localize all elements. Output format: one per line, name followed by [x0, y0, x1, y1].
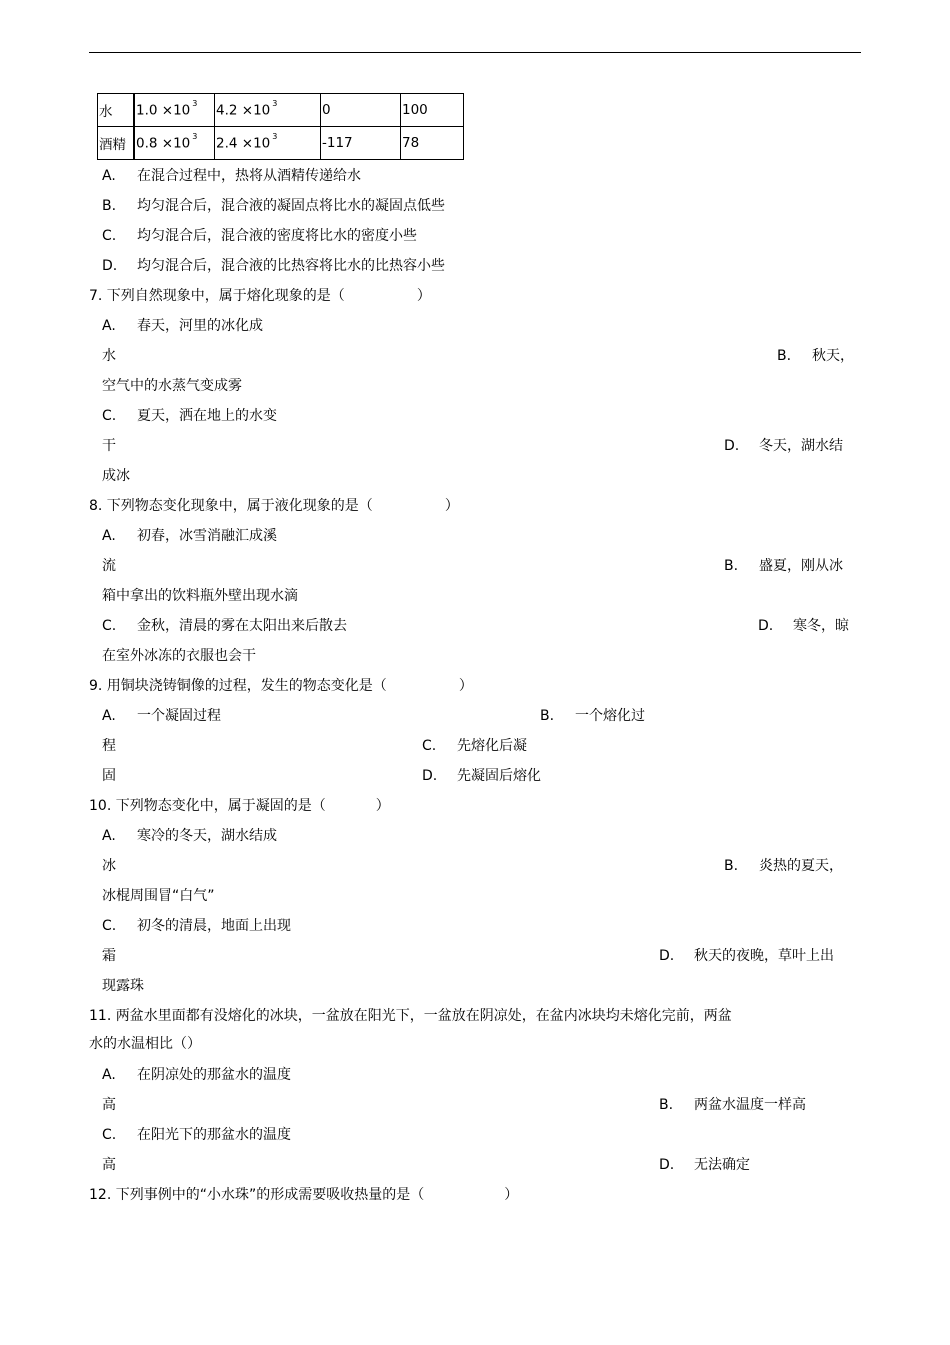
q11-option-c: C. 在阳光下的那盆水的温度	[102, 1127, 291, 1143]
q10-option-d: D. 秋天的夜晚，草叶上出	[659, 948, 834, 964]
q10-option-a: A. 寒冷的冬天，湖水结成	[102, 828, 277, 844]
q10-stem: 10. 下列物态变化中，属于凝固的是（ ）	[89, 798, 390, 814]
table-cell: 2.4 ×10 $^3$	[215, 127, 321, 160]
q8-stem: 8. 下列物态变化现象中，属于液化现象的是（ ）	[89, 498, 459, 514]
q7-option-a-wrap: 水	[102, 348, 116, 364]
property-table	[97, 93, 464, 160]
q7-option-b-wrap: 空气中的水蒸气变成雾	[102, 378, 242, 394]
q8-option-c: C. 金秋，清晨的雾在太阳出来后散去	[102, 618, 347, 634]
q8-option-a-wrap: 流	[102, 558, 116, 574]
q10-option-b-wrap: 冰棍周围冒“白气”	[102, 888, 215, 904]
table-cell: 100	[401, 94, 464, 127]
table-cell: -117	[321, 127, 401, 160]
q11-stem: 11. 两盆水里面都有没熔化的冰块，一盆放在阳光下，一盆放在阴凉处，在盆内冰块均未熔化完前，两盆	[89, 1008, 732, 1024]
q9-option-b-wrap: 程	[102, 738, 116, 754]
q7-stem: 7. 下列自然现象中，属于熔化现象的是（ ）	[89, 288, 431, 304]
table-cell: 0	[321, 94, 401, 127]
q8-option-b: B. 盛夏，刚从冰	[724, 558, 843, 574]
q12-stem: 12. 下列事例中的“小水珠”的形成需要吸收热量的是（ ）	[89, 1187, 519, 1203]
q9-option-a: A. 一个凝固过程	[102, 708, 221, 724]
q11-option-d: D. 无法确定	[659, 1157, 750, 1173]
q6-option-a: A. 在混合过程中，热将从酒精传递给水	[102, 168, 361, 184]
q10-option-b: B. 炎热的夏天，	[724, 858, 843, 874]
q10-option-a-wrap: 冰	[102, 858, 116, 874]
q11-option-a: A. 在阴凉处的那盆水的温度	[102, 1067, 291, 1083]
q8-option-d: D. 寒冬，晾	[758, 618, 849, 634]
q11-option-b: B. 两盆水温度一样高	[659, 1097, 806, 1113]
q7-option-d-wrap: 成冰	[102, 468, 130, 484]
table-cell: 0.8 ×10 $^3$	[134, 127, 215, 160]
q7-option-b: B. 秋天，	[777, 348, 854, 364]
table-row	[98, 127, 464, 160]
q8-option-a: A. 初春，冰雪消融汇成溪	[102, 528, 277, 544]
q11-stem-cont: 水的水温相比（）	[89, 1036, 201, 1052]
q9-option-c-wrap: 固	[102, 768, 116, 784]
header-rule	[89, 52, 861, 53]
q6-option-c: C. 均匀混合后，混合液的密度将比水的密度小些	[102, 228, 417, 244]
q10-option-d-wrap: 现露珠	[102, 978, 144, 994]
table-cell: 4.2 ×10 $^3$	[215, 94, 321, 127]
q11-option-a-wrap: 高	[102, 1097, 116, 1113]
q9-option-d: D. 先凝固后熔化	[422, 768, 541, 784]
q8-option-b-wrap: 箱中拿出的饮料瓶外壁出现水滴	[102, 588, 298, 604]
q10-option-c: C. 初冬的清晨，地面上出现	[102, 918, 291, 934]
table-cell: 水	[98, 94, 135, 127]
q7-option-c: C. 夏天，洒在地上的水变	[102, 408, 277, 424]
q9-stem: 9. 用铜块浇铸铜像的过程，发生的物态变化是（ ）	[89, 678, 473, 694]
q8-option-d-wrap: 在室外冰冻的衣服也会干	[102, 648, 256, 664]
table-row	[98, 94, 464, 127]
table-cell: 酒精	[98, 127, 135, 160]
q9-option-b: B. 一个熔化过	[540, 708, 645, 724]
q6-option-d: D. 均匀混合后，混合液的比热容将比水的比热容小些	[102, 258, 445, 274]
q7-option-c-wrap: 干	[102, 438, 116, 454]
q7-option-a: A. 春天，河里的冰化成	[102, 318, 263, 334]
q6-option-b: B. 均匀混合后，混合液的凝固点将比水的凝固点低些	[102, 198, 445, 214]
q7-option-d: D. 冬天，湖水结	[724, 438, 843, 454]
q9-option-c: C. 先熔化后凝	[422, 738, 527, 754]
q11-option-c-wrap: 高	[102, 1157, 116, 1173]
table-cell: 78	[401, 127, 464, 160]
table-cell: 1.0 ×10 $^3$	[134, 94, 215, 127]
q10-option-c-wrap: 霜	[102, 948, 116, 964]
